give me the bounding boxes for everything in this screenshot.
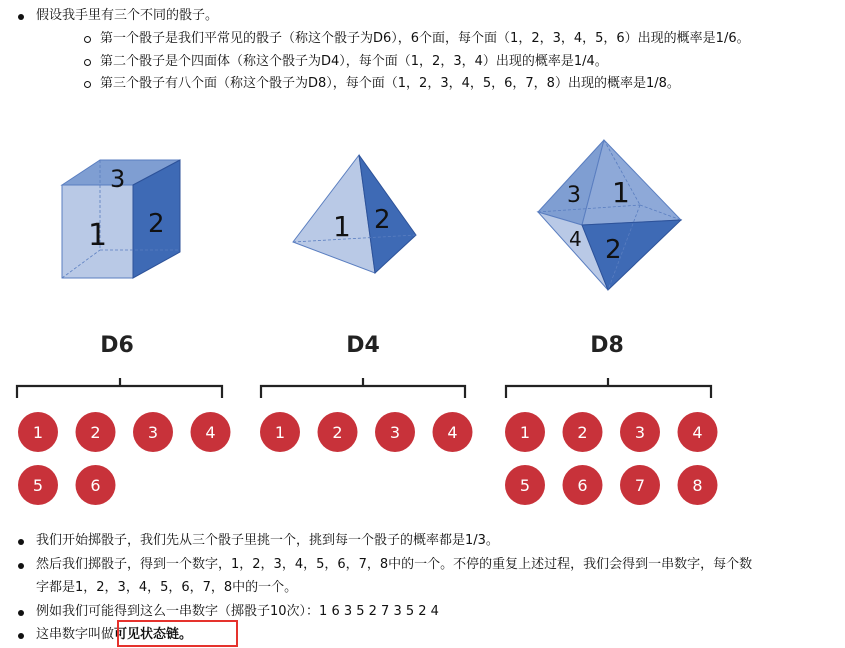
outcome-ball-label: 2 bbox=[90, 423, 101, 442]
outcome-ball-label: 4 bbox=[692, 423, 703, 442]
outcome-ball-label: 2 bbox=[577, 423, 588, 442]
outcome-ball bbox=[18, 412, 58, 452]
chain-definition-suffix: 。 bbox=[179, 627, 193, 642]
outcome-ball-label: 6 bbox=[577, 476, 588, 495]
d8-face-label: 4 bbox=[569, 227, 582, 251]
outcome-ball bbox=[191, 412, 231, 452]
intro-bullet bbox=[0, 4, 845, 96]
d6-face-label: 1 bbox=[88, 218, 108, 253]
outcome-ball bbox=[260, 412, 300, 452]
outcome-ball bbox=[678, 465, 718, 505]
outcome-ball-label: 3 bbox=[147, 423, 159, 442]
outcome-ball bbox=[678, 412, 718, 452]
d8-face-label: 3 bbox=[567, 183, 581, 208]
intro-text: 假设我手里有三个不同的骰子。 bbox=[36, 8, 219, 23]
d6-cube-image bbox=[62, 160, 180, 278]
outcome-ball bbox=[76, 412, 116, 452]
dice-description-d6: 第一个骰子是我们平常见的骰子（称这个骰子为D6），6个面，每个面（1，2，3，4，5，6）出现的概率是1/6。 bbox=[36, 28, 845, 51]
d4-label: D4 bbox=[346, 333, 380, 358]
outcome-ball bbox=[76, 465, 116, 505]
d6-face-label: 2 bbox=[148, 209, 165, 239]
dice-description-d8: 第三个骰子有八个面（称这个骰子为D8），每个面（1，2，3，4，5，6，7，8）出现的概率是1/8。 bbox=[36, 73, 845, 96]
d4-tetrahedron-image bbox=[293, 155, 416, 273]
outcome-ball bbox=[133, 412, 173, 452]
outcome-ball bbox=[620, 412, 660, 452]
d8-brace bbox=[506, 378, 711, 398]
outcome-ball-label: 5 bbox=[32, 476, 44, 495]
intro-list bbox=[0, 4, 845, 96]
outcome-ball-label: 4 bbox=[205, 423, 216, 442]
d6-face-label: 3 bbox=[110, 165, 126, 193]
d6-brace bbox=[17, 378, 222, 398]
d4-face-label: 2 bbox=[374, 205, 391, 235]
outcome-ball bbox=[18, 465, 58, 505]
outcome-ball-label: 1 bbox=[32, 423, 44, 442]
outcome-ball-label: 3 bbox=[634, 423, 646, 442]
outcome-ball bbox=[433, 412, 473, 452]
outcome-ball bbox=[375, 412, 415, 452]
d4-face-label: 1 bbox=[333, 210, 351, 243]
outcome-ball-label: 4 bbox=[447, 423, 458, 442]
d4-brace bbox=[261, 378, 465, 398]
outcome-ball bbox=[620, 465, 660, 505]
outcome-ball-label: 1 bbox=[274, 423, 286, 442]
outcome-ball-label: 8 bbox=[692, 476, 703, 495]
process-bullet-1: 我们开始掷骰子，我们先从三个骰子里挑一个，挑到每一个骰子的概率都是1/3。 bbox=[0, 529, 845, 553]
d8-face-label: 1 bbox=[612, 176, 630, 209]
process-bullet-2: 然后我们掷骰子，得到一个数字，1，2，3，4，5，6，7，8中的一个。不停的重复上述过程，我们会得到一串数字，每个数字都是1，2，3，4，5，6，7，8中的一个。 bbox=[0, 553, 845, 600]
outcome-balls bbox=[18, 412, 718, 505]
dice-description-d4: 第二个骰子是个四面体（称这个骰子为D4），每个面（1，2，3，4）出现的概率是1/4。 bbox=[36, 51, 845, 74]
d6-label: D6 bbox=[100, 333, 134, 358]
outcome-ball bbox=[505, 412, 545, 452]
process-bullet-3: 例如我们可能得到这么一串数字（掷骰子10次）：1 6 3 5 2 7 3 5 2 4 bbox=[0, 600, 845, 624]
d8-face-label: 2 bbox=[605, 235, 622, 265]
outcome-ball bbox=[505, 465, 545, 505]
d8-label: D8 bbox=[590, 333, 624, 358]
highlight-box bbox=[117, 620, 238, 647]
outcome-ball bbox=[318, 412, 358, 452]
outcome-ball bbox=[563, 412, 603, 452]
outcome-ball-label: 2 bbox=[332, 423, 343, 442]
dice-figure bbox=[0, 130, 845, 510]
chain-definition-prefix: 这串数字叫做 bbox=[36, 627, 115, 642]
outcome-ball bbox=[563, 465, 603, 505]
outcome-ball-label: 5 bbox=[519, 476, 531, 495]
outcome-ball-label: 6 bbox=[90, 476, 101, 495]
visible-state-chain-term: 可见状态链 bbox=[114, 627, 180, 642]
outcome-ball-label: 1 bbox=[519, 423, 531, 442]
dice-description-list bbox=[36, 28, 845, 96]
outcome-ball-label: 7 bbox=[634, 476, 646, 495]
d8-octahedron-image bbox=[538, 140, 681, 290]
outcome-ball-label: 3 bbox=[389, 423, 401, 442]
